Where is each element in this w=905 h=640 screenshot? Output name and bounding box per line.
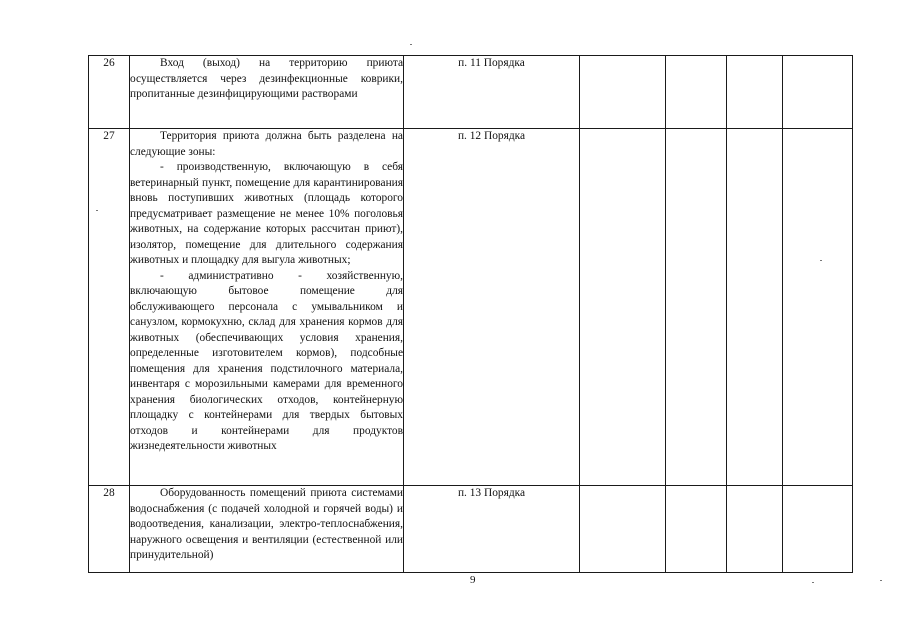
empty-cell: [580, 486, 666, 573]
table-row: [89, 486, 853, 573]
requirement-text: [130, 129, 404, 486]
scan-speck: [96, 210, 98, 211]
scan-speck: [880, 580, 882, 581]
empty-cell: [666, 129, 727, 486]
row-number: 26: [89, 56, 130, 129]
requirement-paragraph: Вход (выход) на территорию приюта осуществляется через дезинфекционные коврики, пропитанные дезинфицирующими растворами: [130, 57, 403, 100]
table-row: [89, 129, 853, 486]
page-number: 9: [470, 574, 476, 586]
row-number: 28: [89, 486, 130, 573]
row-number: 27: [89, 129, 130, 486]
requirement-paragraph: - административно - хозяйственную, включающую бытовое помещение для обслуживающего персонала с умывальником и санузлом, кормокухню, склад для хранения кормов для животных (обеспечивающих условия хранения, определенные изготовителем кормов), подсобные помещения для хранения подстилочного материала, инвентаря с морозильными камерами для временного хранения биологических отходов, контейнерную площадку с контейнерами для твердых бытовых отходов и контейнерами для продуктов жизнедеятельности животных: [130, 269, 403, 452]
empty-cell: [580, 56, 666, 129]
reference-cell: п. 11 Порядка: [404, 56, 580, 129]
requirement-paragraph: Территория приюта должна быть разделена на следующие зоны:: [130, 130, 403, 158]
requirements-table: [88, 55, 853, 573]
empty-cell: [727, 486, 783, 573]
empty-cell: [783, 486, 853, 573]
empty-cell: [666, 486, 727, 573]
empty-cell: [783, 129, 853, 486]
reference-cell: п. 12 Порядка: [404, 129, 580, 486]
scan-speck: [410, 44, 412, 45]
empty-cell: [580, 129, 666, 486]
requirement-text: [130, 486, 404, 573]
scan-speck: [812, 582, 814, 583]
requirement-text: [130, 56, 404, 129]
empty-cell: [727, 129, 783, 486]
empty-cell: [666, 56, 727, 129]
empty-cell: [783, 56, 853, 129]
empty-cell: [727, 56, 783, 129]
table-row: [89, 56, 853, 129]
scan-speck: [820, 260, 822, 261]
requirement-paragraph: - производственную, включающую в себя ветеринарный пункт, помещение для карантинирования вновь поступивших животных (площадь которого предусматривает размещение не менее 10% поголовья животных, на содержание которых рассчитан приют), изолятор, помещение для длительного содержания животных и площадку для выгула животных;: [130, 161, 403, 266]
requirement-paragraph: Оборудованность помещений приюта системами водоснабжения (с подачей холодной и горячей воды) и водоотведения, канализации, электро-теплоснабжения, наружного освещения и вентиляции (естественной или принудительной): [130, 487, 403, 561]
reference-cell: п. 13 Порядка: [404, 486, 580, 573]
